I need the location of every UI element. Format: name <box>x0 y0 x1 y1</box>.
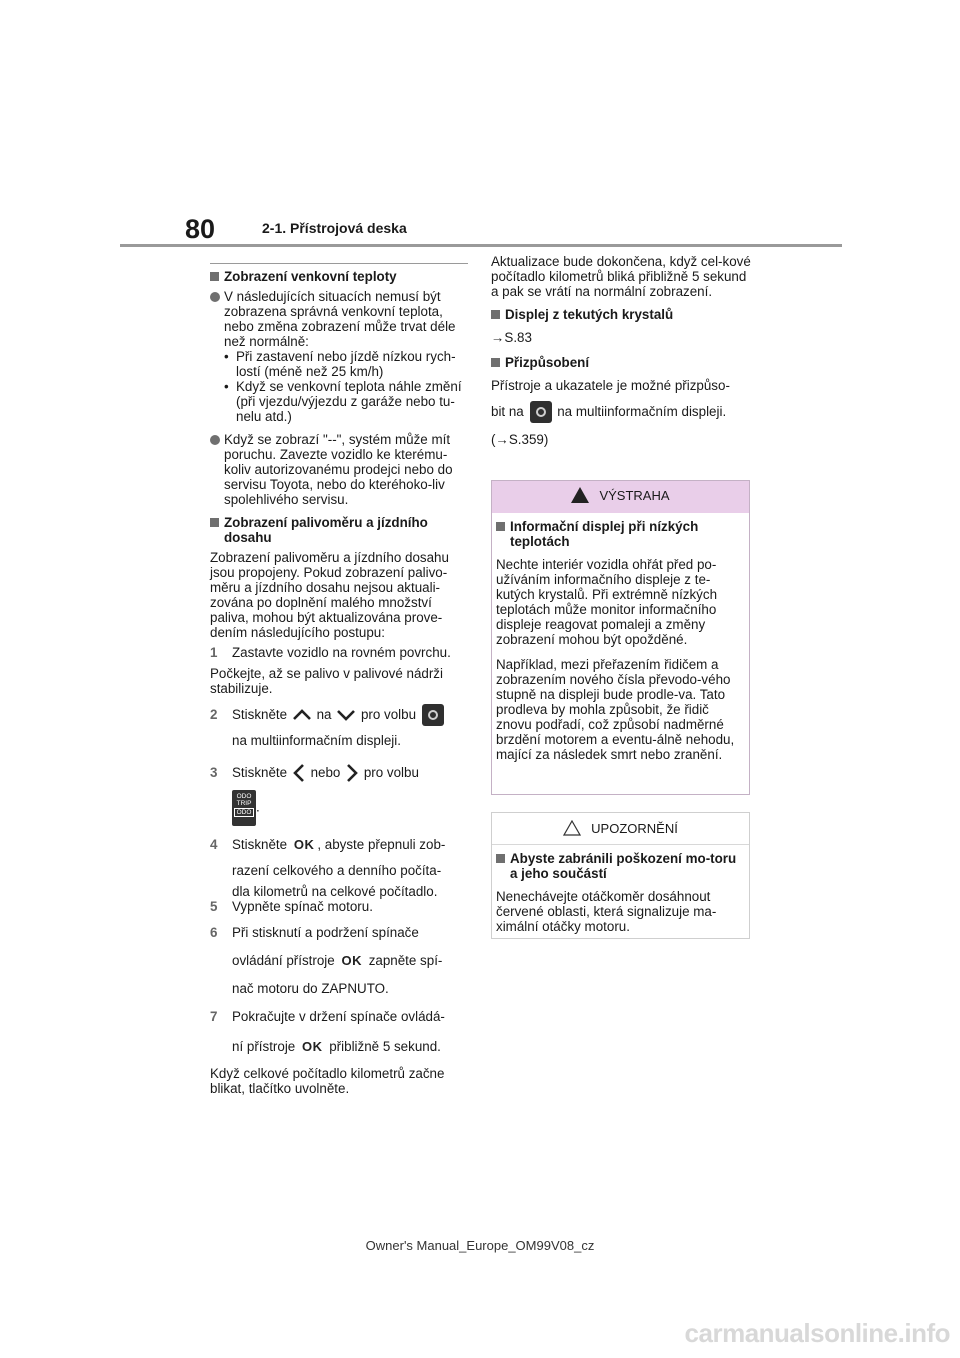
sub-bullet: • Když se venkovní teplota náhle změní (při vjezdu/výjezdu z garáže nebo tu-nelu atd.) <box>224 379 470 424</box>
chevron-right-icon <box>344 762 360 784</box>
step-4-cont: razení celkového a denního počíta- <box>232 863 442 878</box>
reference: →S.83 <box>491 330 532 345</box>
paragraph: Přístroje a ukazatele je možné přizpůso- <box>491 378 730 393</box>
sub-bullet: • Při zastavení nebo jízdě nízkou rych-lostí (méně než 25 km/h) <box>224 349 470 379</box>
odo-trip-icon: ODO TRIP ODO <box>232 790 256 826</box>
heading-customization: Přizpůsobení <box>491 355 753 370</box>
warning-box <box>491 480 750 795</box>
step-6-cont: nač motoru do ZAPNUTO. <box>232 981 389 996</box>
heading-lcd: Displej z tekutých krystalů <box>491 307 753 322</box>
gear-icon <box>422 704 444 726</box>
heading-outside-temperature: Zobrazení venkovní teploty <box>210 269 470 284</box>
paragraph: Aktualizace bude dokončena, když cel-kové počítadlo kilometrů bliká přibližně 5 sekund a pak se vrátí na normální zobrazení. <box>491 254 751 299</box>
odo-trip-row: ODO TRIP ODO . <box>210 790 470 826</box>
heading-fuel-range: Zobrazení palivoměru a jízdního dosahu <box>210 515 470 545</box>
caution-triangle-icon <box>563 820 581 836</box>
chevron-down-icon <box>335 708 357 722</box>
watermark: carmanualsonline.info <box>684 1318 950 1348</box>
chevron-left-icon <box>291 762 307 784</box>
notice-heading: Abyste zabránili poškození mo-toru a jeho součástí <box>496 851 744 881</box>
step-3: 3 Stiskněte nebo pro volbu <box>210 760 470 786</box>
step-2: 2 Stiskněte na pro volbu <box>210 702 470 728</box>
warning-paragraph: Například, mezi přeřazením řidičem a zobrazením nového čísla převodo-vého stupně na displeji bude prodle-va. Tato prodleva by mohla způsobit, že řidič znovu podřadí, což způsobí nadměrné brzdění motorem a eventu-álně nehodu, mající za následek smrt nebo zranění. <box>496 657 735 762</box>
notice-header: UPOZORNĚNÍ <box>492 813 749 845</box>
notice-paragraph: Nenechávejte otáčkoměr dosáhnout červené oblasti, která signalizuje ma-ximální otáčky motoru. <box>496 889 717 934</box>
page-number: 80 <box>185 214 216 244</box>
bullet-text: V následujících situacích nemusí být zobrazena správná venkovní teplota, nebo změna zobrazení může trvat déle než normálně: <box>224 289 456 349</box>
step-4-cont: dla kilometrů na celkové počítadlo. <box>232 884 438 899</box>
notice-box <box>491 812 750 939</box>
paragraph: bit na na multiinformačním displeji. <box>491 398 753 426</box>
gear-icon <box>530 401 552 423</box>
warning-paragraph: Nechte interiér vozidla ohřát před po-užíváním informačního displeje z te-kutých krystalů. Při extrémně nízkých teplotách může monitor informačního displeje reagovat pomaleji a změny zobrazení mohou být opožděné. <box>496 557 718 647</box>
section-title: 2-1. Přístrojová deska <box>262 220 407 236</box>
left-column <box>210 263 470 1101</box>
ok-icon: OK <box>341 953 362 968</box>
warning-header: VÝSTRAHA <box>492 481 749 513</box>
bullet-malfunction: Když se zobrazí "--", systém může mít poruchu. Zavezte vozidlo ke kterému-koliv autorizovanému prodejci nebo do servisu Toyota, nebo do kteréhoko-liv spolehlivého servisu. <box>210 432 470 507</box>
step-1: 1 Zastavte vozidlo na rovném povrchu. <box>210 645 451 660</box>
header-rule <box>120 244 842 247</box>
step-7: 7 Pokračujte v držení spínače ovládá- <box>210 1009 445 1024</box>
warning-triangle-icon <box>571 487 589 503</box>
reference: (→S.359) <box>491 432 549 447</box>
chevron-up-icon <box>291 708 313 722</box>
right-column <box>491 254 753 452</box>
paragraph: Počkejte, až se palivo v palivové nádrži stabilizuje. <box>210 666 443 696</box>
step-4: 4 Stiskněte OK , abyste přepnuli zob- <box>210 837 446 852</box>
bullet-temperature <box>210 289 470 424</box>
step-2-cont: na multiinformačním displeji. <box>232 733 401 748</box>
paragraph: Zobrazení palivoměru a jízdního dosahu jsou propojeny. Pokud zobrazení palivo-měru a jízdního dosahu nejsou aktuali-zována po doplnění malého množství paliva, mohou být aktualizována prove-dením následujícího postupu: <box>210 550 449 640</box>
footer: Owner's Manual_Europe_OM99V08_cz <box>365 1238 595 1253</box>
step-6: 6 Při stisknutí a podržení spínače <box>210 925 419 940</box>
step-6-cont: ovládání přístroje OK zapněte spí- <box>232 953 443 968</box>
warning-heading: Informační displej při nízkých teplotách <box>496 519 744 549</box>
step-7-cont: ní přístroje OK přibližně 5 sekund. <box>232 1039 441 1054</box>
paragraph: Když celkové počítadlo kilometrů začne blikat, tlačítko uvolněte. <box>210 1066 445 1096</box>
ok-icon: OK <box>293 837 315 852</box>
step-5: 5 Vypněte spínač motoru. <box>210 899 373 914</box>
ok-icon: OK <box>302 1039 323 1054</box>
